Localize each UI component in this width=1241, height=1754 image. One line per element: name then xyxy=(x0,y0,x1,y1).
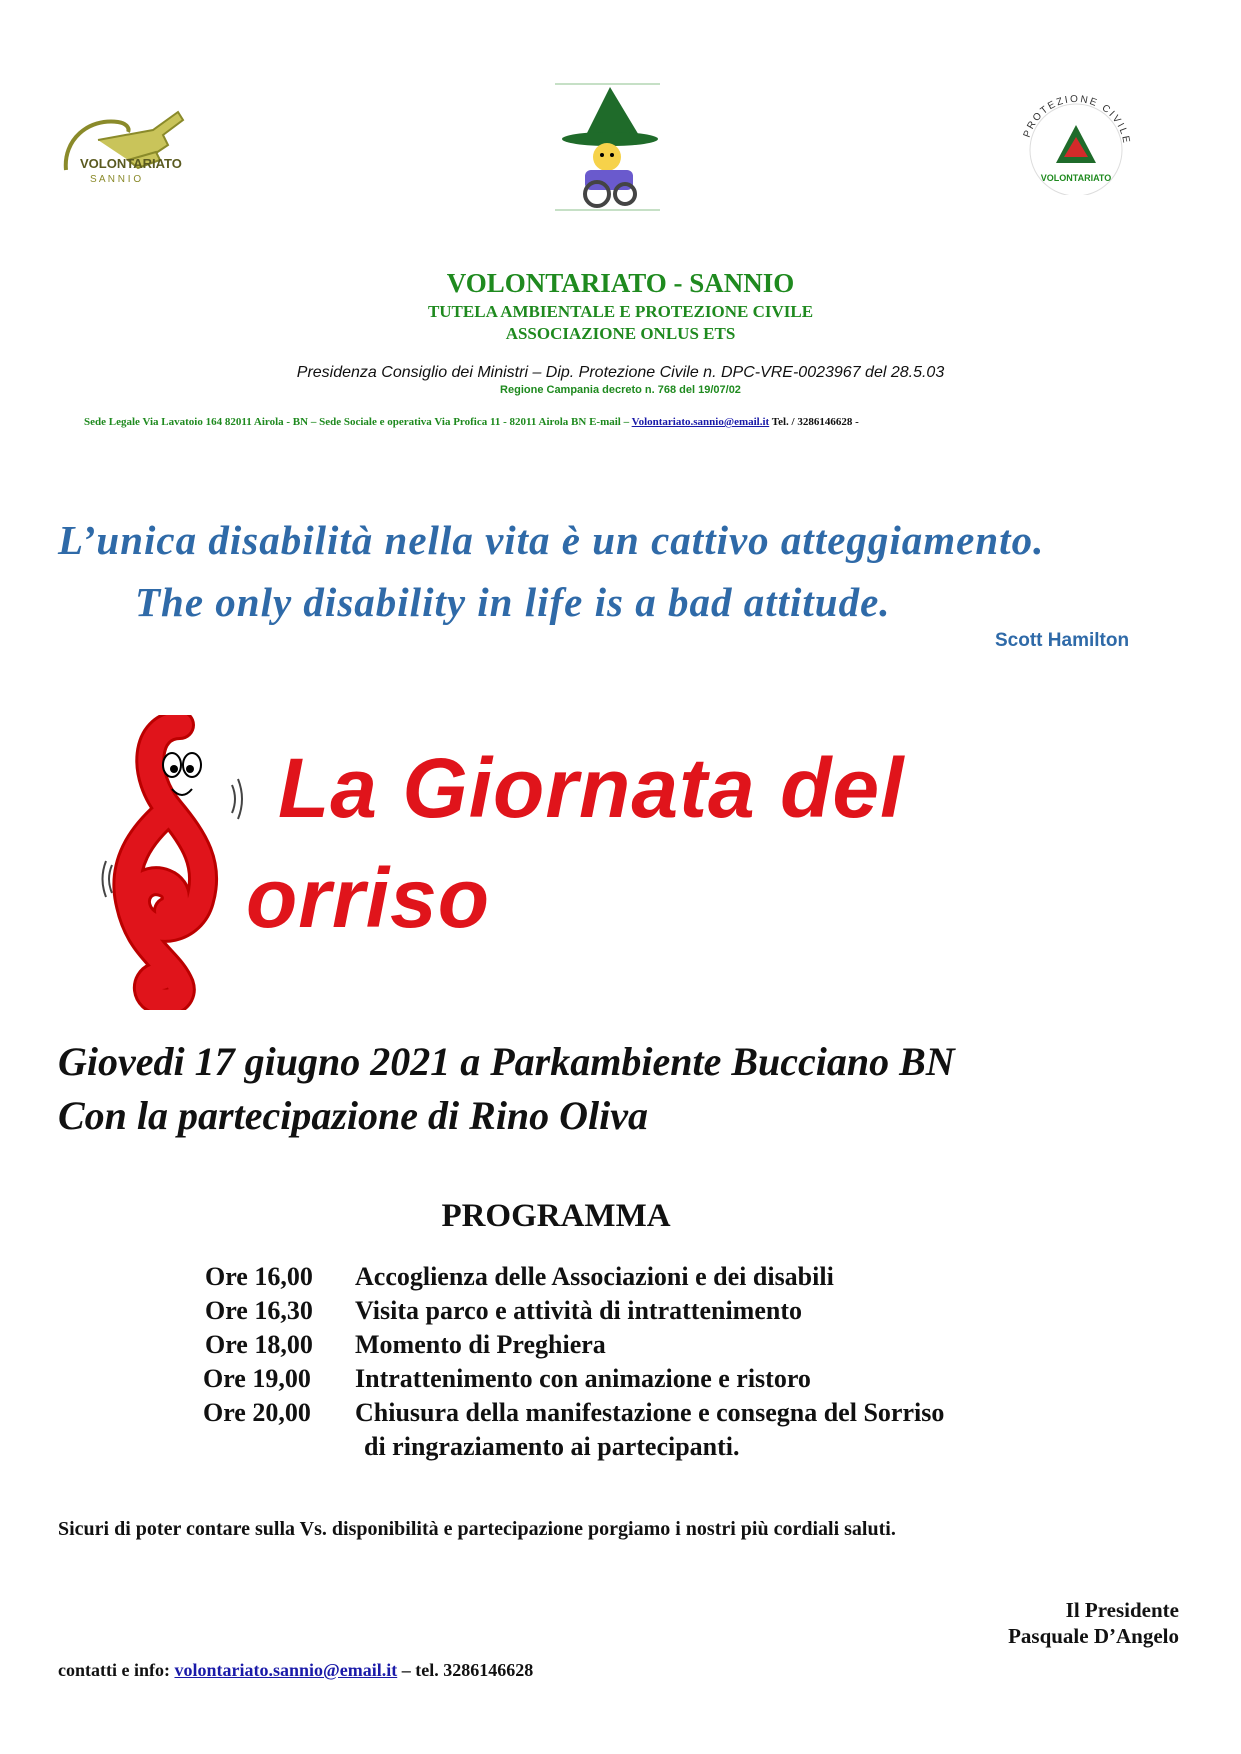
programma-desc: Intrattenimento con animazione e ristoro xyxy=(355,1364,811,1393)
org-title: VOLONTARIATO - SANNIO xyxy=(446,268,795,298)
programma-time: Ore 19,00 xyxy=(203,1364,311,1393)
programma-item xyxy=(0,1330,1241,1364)
quote-italian: L’unica disabilità nella vita è un cattivo atteggiamento. xyxy=(58,517,1045,563)
programma-title: PROGRAMMA xyxy=(441,1198,671,1234)
witch-icon xyxy=(555,82,660,212)
programma-time: Ore 16,30 xyxy=(205,1296,313,1325)
witch-mascot-logo xyxy=(555,82,660,212)
presidenza-line: Presidenza Consiglio dei Ministri – Dip. Protezione Civile n. DPC-VRE-0023967 del 28.5.03 xyxy=(296,364,945,381)
quote-english: The only disability in life is a bad attitude. xyxy=(135,579,891,625)
contacts-phone: – tel. 3286146628 xyxy=(397,1660,534,1680)
contacts-label: contatti e info: xyxy=(58,1660,175,1680)
signature-role: Il Presidente xyxy=(1065,1598,1179,1622)
programma-desc: Visita parco e attività di intrattenimento xyxy=(355,1296,802,1325)
event-title-line-1: La Giornata del xyxy=(278,741,905,835)
programma-continuation: di ringraziamento ai partecipanti. xyxy=(364,1432,740,1461)
contacts-email-link[interactable]: volontariato.sannio@email.it xyxy=(174,1660,398,1680)
signature-name: Pasquale D’Angelo xyxy=(1008,1624,1179,1648)
programma-time: Ore 18,00 xyxy=(205,1330,313,1359)
quote-author: Scott Hamilton xyxy=(995,630,1130,651)
event-guest: Con la partecipazione di Rino Oliva xyxy=(58,1093,649,1138)
sede-dash: – xyxy=(623,416,632,428)
regione-line: Regione Campania decreto n. 768 del 19/07/02 xyxy=(500,384,741,396)
protezione-civile-logo xyxy=(1010,95,1140,195)
closing-text: Sicuri di poter contare sulla Vs. disponibilità e partecipazione porgiamo i nostri più cordiali saluti. xyxy=(58,1518,896,1540)
org-subtitle-2: ASSOCIAZIONE ONLUS ETS xyxy=(505,324,736,343)
programma-time: Ore 16,00 xyxy=(205,1262,313,1291)
programma-item xyxy=(0,1398,1241,1432)
logo-bottom-text: VOLONTARIATO xyxy=(1040,173,1112,183)
programma-item xyxy=(0,1262,1241,1296)
programma-desc: Momento di Preghiera xyxy=(355,1330,606,1359)
event-title-line-2: orriso xyxy=(246,851,491,945)
programma-item xyxy=(0,1364,1241,1398)
sede-text: Sede Legale Via Lavatoio 164 82011 Airola - BN – Sede Sociale e operativa Via Profica 11 - 82011 Airola BN E-mail xyxy=(84,416,624,428)
org-subtitle-1: TUTELA AMBIENTALE E PROTEZIONE CIVILE xyxy=(427,302,814,321)
protezione-civile-icon xyxy=(1010,95,1140,195)
logo-brand-main: VOLONTARIATO xyxy=(80,156,182,171)
logo-arc-text: PROTEZIONE CIVILE xyxy=(1021,95,1132,146)
treble-clef-icon xyxy=(100,715,250,1010)
programma-desc: Chiusura della manifestazione e consegna del Sorriso xyxy=(355,1398,945,1427)
hand-logo-icon xyxy=(58,100,218,210)
programma-time: Ore 20,00 xyxy=(203,1398,311,1427)
treble-clef-mascot xyxy=(100,715,250,1010)
sede-email-link[interactable]: Volontariato.sannio@email.it xyxy=(631,416,770,428)
logo-brand-sub: S A N N I O xyxy=(90,174,142,185)
programma-desc: Accoglienza delle Associazioni e dei disabili xyxy=(355,1262,834,1291)
volontariato-sannio-logo xyxy=(58,100,218,210)
sede-address-line xyxy=(84,416,859,428)
event-date-place: Giovedi 17 giugno 2021 a Parkambiente Bucciano BN xyxy=(58,1039,955,1084)
sede-phone: Tel. / 3286146628 - xyxy=(769,416,859,428)
programma-item xyxy=(0,1296,1241,1330)
contacts-line xyxy=(58,1660,533,1681)
